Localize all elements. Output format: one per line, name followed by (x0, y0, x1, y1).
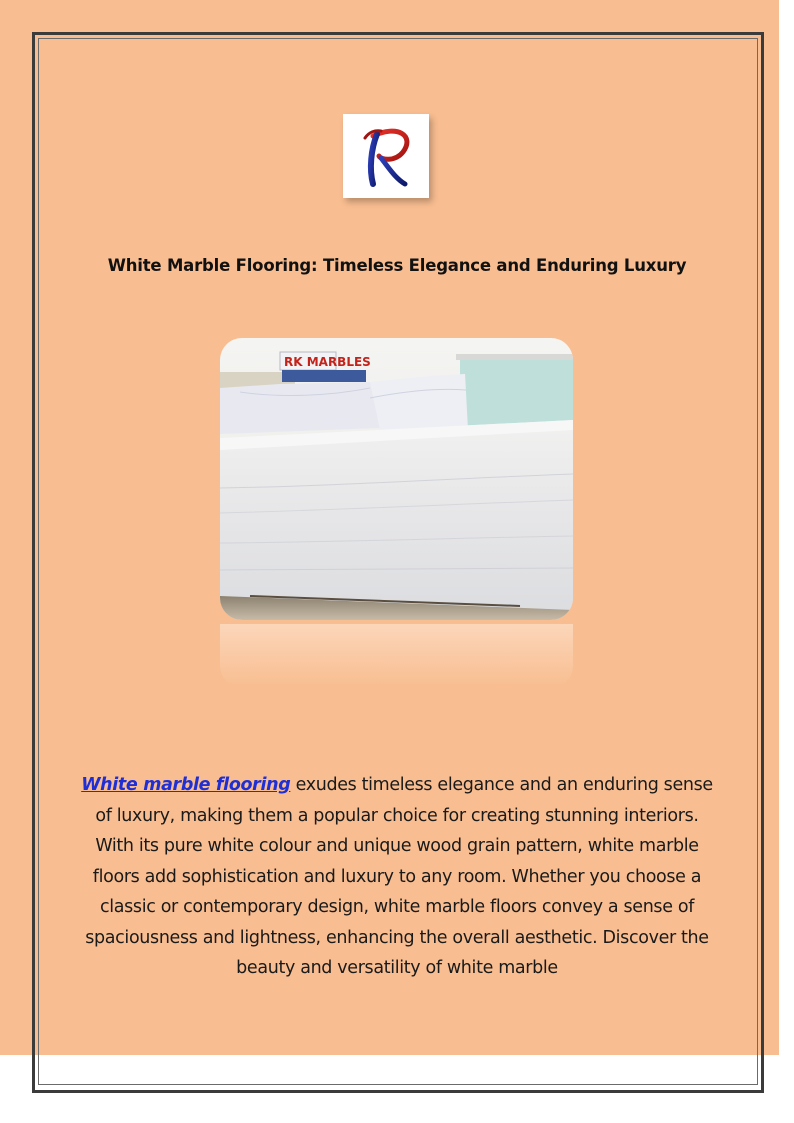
body-paragraph-text: exudes timeless elegance and an enduring sense of luxury, making them a popular choice for creating stunning interiors. With its pure white colour and unique wood grain pattern, white marble floors add sophistication and luxury to any room. Whether you choose a classic or contemporary design, white marble floors convey a sense of spaciousness and lightness, enhancing the overall aesthetic. Discover the beauty and versatility of white marble (85, 775, 713, 978)
body-paragraph (80, 770, 714, 984)
white-marble-slabs-photo-icon (220, 338, 573, 620)
photo-reflection (220, 624, 573, 688)
white-marble-flooring-link[interactable]: White marble flooring (81, 775, 291, 795)
company-logo (343, 114, 429, 198)
document-headline: White Marble Flooring: Timeless Elegance and Enduring Luxury (107, 256, 687, 275)
rk-logo-icon (343, 114, 429, 198)
marble-photo (220, 338, 573, 620)
photo-sign-text: RK MARBLES (284, 355, 371, 369)
